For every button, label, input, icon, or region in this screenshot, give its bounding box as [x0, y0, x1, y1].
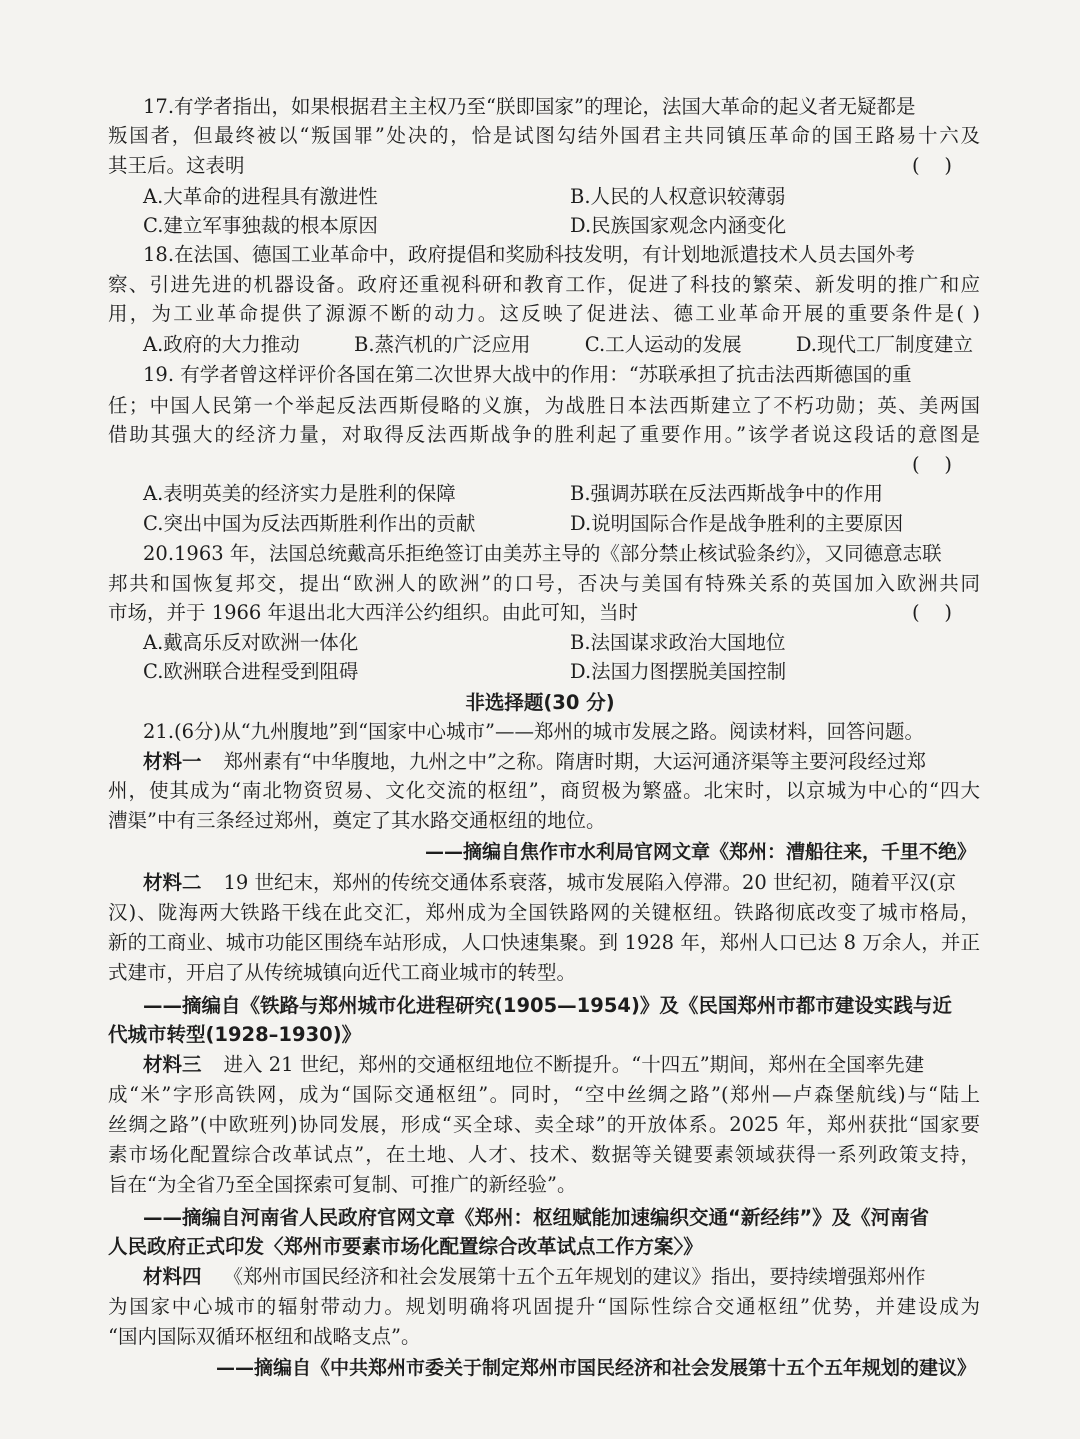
q18-option-a: A.政府的大力推动: [143, 333, 300, 356]
q18-line3: 用，为工业革命提供了源源不断的动力。这反映了促进法、德工业革命开展的重要条件是( ): [108, 302, 980, 325]
q19-option-d: D.说明国际合作是战争胜利的主要原因: [570, 512, 904, 535]
section-title: 非选择题(30 分): [465, 691, 615, 714]
material-4-label: 材料四: [143, 1265, 202, 1288]
material-2-text: 19 世纪末，郑州的传统交通体系衰落，城市发展陷入停滞。20 世纪初，随着平汉(京: [223, 871, 957, 894]
q20-option-c: C.欧洲联合进程受到阻碍: [143, 660, 359, 683]
q20-line3: 市场，并于 1966 年退出北大西洋公约组织。由此可知，当时: [108, 601, 639, 624]
q20-answer-paren: ( ): [912, 601, 953, 624]
material-2-line1: [143, 868, 956, 897]
q17-option-c: C.建立军事独裁的根本原因: [143, 214, 378, 237]
q17-answer-paren: ( ): [912, 154, 953, 177]
material-2-line2: 汉)、陇海两大铁路干线在此交汇，郑州成为全国铁路网的关键枢纽。铁路彻底改变了城市格局，: [108, 901, 980, 924]
q19-option-a: A.表明英美的经济实力是胜利的保障: [143, 482, 456, 505]
material-2-line4: 式建市，开启了从传统城镇向近代工商业城市的转型。: [108, 961, 577, 984]
material-1-label: 材料一: [143, 750, 202, 773]
q19-answer-paren: ( ): [912, 453, 953, 476]
q18-options: [143, 330, 973, 359]
q19-line2: 任；中国人民第一个举起反法西斯侵略的义旗，为战胜日本法西斯建立了不朽功勋；英、美两国: [108, 394, 980, 417]
material-3-source-line2: 人民政府正式印发〈郑州市要素市场化配置综合改革试点工作方案〉》: [108, 1235, 703, 1258]
material-4-line3: “国内国际双循环枢纽和战略支点”。: [108, 1325, 421, 1348]
q19-option-b: B.强调苏联在反法西斯战争中的作用: [570, 482, 884, 505]
q18-option-b: B.蒸汽机的广泛应用: [353, 333, 531, 356]
q17-line3: 其王后。这表明: [108, 154, 245, 177]
q17-line1: 17.有学者指出，如果根据君主主权乃至“朕即国家”的理论，法国大革命的起义者无疑都是: [143, 95, 916, 118]
q17-option-a: A.大革命的进程具有激进性: [143, 185, 378, 208]
material-4-line1: [143, 1262, 926, 1291]
material-3-line4: 素市场化配置综合改革试点”，在土地、人才、技术、数据等关键要素领域获得一系列政策支持，: [108, 1143, 980, 1166]
q19-option-c: C.突出中国为反法西斯胜利作出的贡献: [143, 512, 476, 535]
q19-line1: 19. 有学者曾这样评价各国在第二次世界大战中的作用：“苏联承担了抗击法西斯德国的重: [143, 363, 912, 386]
material-1-source: ——摘编自焦作市水利局官网文章《郑州：漕船往来，千里不绝》: [424, 841, 976, 863]
material-3-line1: [143, 1050, 924, 1079]
material-1-text: 郑州素有“中华腹地，九州之中”之称。隋唐时期，大运河通济渠等主要河段经过郑: [223, 750, 926, 773]
material-3-text: 进入 21 世纪，郑州的交通枢纽地位不断提升。“十四五”期间，郑州在全国率先建: [223, 1053, 925, 1076]
material-3-label: 材料三: [143, 1053, 202, 1076]
material-1-line3: 漕渠”中有三条经过郑州，奠定了其水路交通枢纽的地位。: [108, 809, 606, 832]
material-2-source-line2: 代城市转型(1928–1930)》: [108, 1023, 362, 1046]
material-2-line3: 新的工商业、城市功能区围绕车站形成，人口快速集聚。到 1928 年，郑州人口已达 8 万余人，并正: [108, 931, 980, 954]
material-1-line2: 州，使其成为“南北物资贸易、文化交流的枢纽”，商贸极为繁盛。北宋时，以京城为中心的“四大: [108, 779, 980, 802]
q20-option-d: D.法国力图摆脱美国控制: [570, 660, 787, 683]
q17-option-b: B.人民的人权意识较薄弱: [570, 185, 786, 208]
material-1-line1: [143, 747, 926, 776]
q17-line2: 叛国者，但最终被以“叛国罪”处决的，恰是试图勾结外国君主共同镇压革命的国王路易十六及: [108, 124, 980, 147]
material-2-label: 材料二: [143, 871, 202, 894]
q17-option-d: D.民族国家观念内涵变化: [570, 214, 787, 237]
material-3-source-line1: ——摘编自河南省人民政府官网文章《郑州：枢纽赋能加速编织交通“新经纬”》及《河南省: [143, 1206, 930, 1229]
material-4-line2: 为国家中心城市的辐射带动力。规划明确将巩固提升“国际性综合交通枢纽”优势，并建设成为: [108, 1295, 980, 1318]
q18-option-c: C.工人运动的发展: [584, 333, 742, 356]
material-2-source-line1: ——摘编自《铁路与郑州城市化进程研究(1905—1954)》及《民国郑州市都市建设实践与近: [143, 994, 952, 1017]
material-4-source: ——摘编自《中共郑州市委关于制定郑州市国民经济和社会发展第十五个五年规划的建议》: [215, 1357, 976, 1379]
q18-option-d: D.现代工厂制度建立: [795, 333, 973, 356]
q20-line2: 邦共和国恢复邦交，提出“欧洲人的欧洲”的口号，否决与美国有特殊关系的英国加入欧洲共同: [108, 572, 980, 595]
material-4-text: 《郑州市国民经济和社会发展第十五个五年规划的建议》指出，要持续增强郑州作: [223, 1265, 926, 1288]
q21-intro: 21.(6分)从“九州腹地”到“国家中心城市”——郑州的城市发展之路。阅读材料，回答问题。: [143, 720, 925, 743]
q18-line1: 18.在法国、德国工业革命中，政府提倡和奖励科技发明，有计划地派遣技术人员去国外考: [143, 243, 916, 266]
q20-line1: 20.1963 年，法国总统戴高乐拒绝签订由美苏主导的《部分禁止核试验条约》，又同德意志联: [143, 542, 942, 565]
q20-option-a: A.戴高乐反对欧洲一体化: [143, 631, 359, 654]
q19-line3: 借助其强大的经济力量，对取得反法西斯战争的胜利起了重要作用。”该学者说这段话的意图是: [108, 423, 980, 446]
material-3-line2: 成“米”字形高铁网，成为“国际交通枢纽”。同时，“空中丝绸之路”(郑州—卢森堡航线)与“陆上: [108, 1083, 980, 1106]
q20-option-b: B.法国谋求政治大国地位: [570, 631, 786, 654]
q18-line2: 察、引进先进的机器设备。政府还重视科研和教育工作，促进了科技的繁荣、新发明的推广和应: [108, 273, 980, 296]
material-3-line3: 丝绸之路”(中欧班列)协同发展，形成“买全球、卖全球”的开放体系。2025 年，郑州获批“国家要: [108, 1113, 980, 1136]
material-3-line5: 旨在“为全省乃至全国探索可复制、可推广的新经验”。: [108, 1173, 577, 1196]
